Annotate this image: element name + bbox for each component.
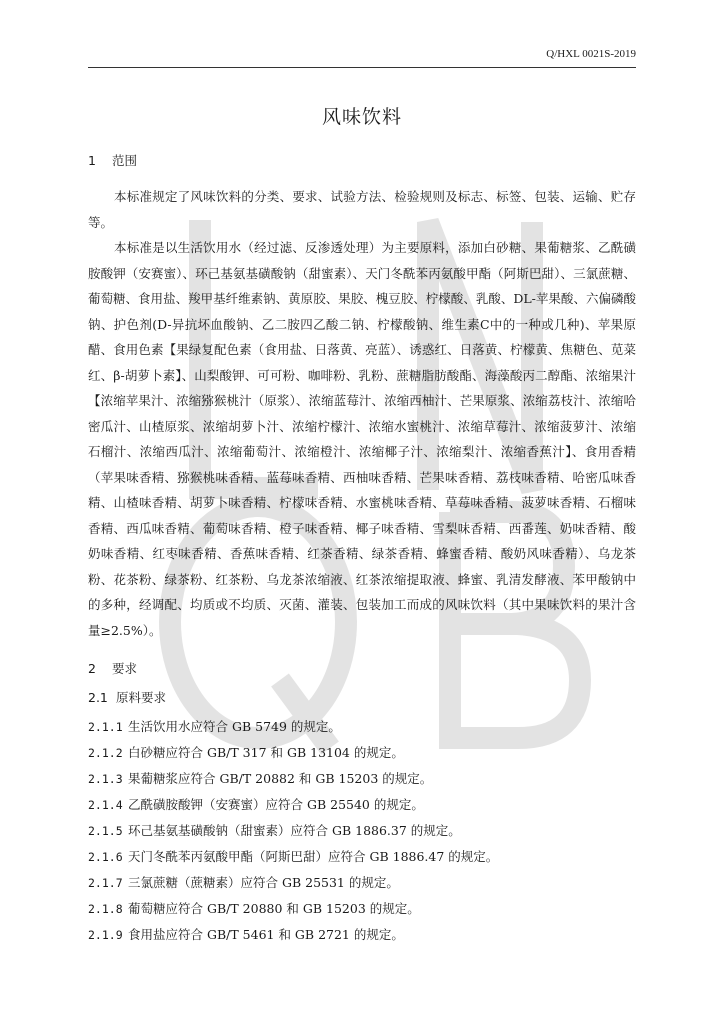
item-text: 天门冬酰苯丙氨酸甲酯（阿斯巴甜）应符合 GB 1886.47 的规定。	[128, 849, 499, 864]
item-number: 2.1.2	[88, 746, 123, 760]
requirement-item	[88, 792, 636, 818]
item-number: 2.1.5	[88, 824, 123, 838]
item-text: 乙酰磺胺酸钾（安赛蜜）应符合 GB 25540 的规定。	[128, 797, 424, 812]
document-title: 风味饮料	[321, 106, 402, 128]
requirement-item	[88, 896, 636, 922]
section-title: 范围	[112, 153, 138, 168]
section-heading-scope	[88, 151, 636, 169]
item-number: 2.1.1	[88, 720, 123, 734]
scope-paragraph-1: 本标准规定了风味饮料的分类、要求、试验方法、检验规则及标志、标签、包装、运输、贮存等。	[88, 189, 636, 230]
section-heading-requirements	[88, 659, 636, 677]
subsection-number: 2.1	[88, 690, 108, 705]
item-text: 生活饮用水应符合 GB 5749 的规定。	[128, 719, 341, 734]
requirement-item	[88, 922, 636, 948]
item-number: 2.1.4	[88, 798, 123, 812]
header-rule	[88, 67, 636, 68]
section-number: 2	[88, 661, 96, 676]
item-number: 2.1.8	[88, 902, 123, 916]
requirement-item	[88, 714, 636, 740]
item-text: 葡萄糖应符合 GB/T 20880 和 GB 15203 的规定。	[128, 901, 420, 916]
item-text: 环己基氨基磺酸钠（甜蜜素）应符合 GB 1886.37 的规定。	[128, 823, 461, 838]
item-number: 2.1.3	[88, 772, 123, 786]
requirement-item	[88, 818, 636, 844]
requirement-item	[88, 740, 636, 766]
item-text: 食用盐应符合 GB/T 5461 和 GB 2721 的规定。	[128, 927, 404, 942]
scope-paragraph-2: 本标准是以生活饮用水（经过滤、反渗透处理）为主要原料，添加白砂糖、果葡糖浆、乙酰磺胺酸钾（安赛蜜）、环己基氨基磺酸钠（甜蜜素）、天门冬酰苯丙氨酸甲酯（阿斯巴甜）、三氯蔗糖、葡萄糖、食用盐、羧甲基纤维素钠、黄原胶、果胶、槐豆胶、柠檬酸、乳酸、DL-苹果酸、六偏磷酸钠、护色剂(D-异抗坏血酸钠、乙二胺四乙酸二钠、柠檬酸钠、维生素C中的一种或几种)、苹果原醋、食用色素【果绿复配色素（食用盐、日落黄、亮蓝）、诱惑红、日落黄、柠檬黄、焦糖色、苋菜红、β-胡萝卜素】、山梨酸钾、可可粉、咖啡粉、乳粉、蔗糖脂肪酸酯、海藻酸丙二醇酯、浓缩果汁【浓缩苹果汁、浓缩猕猴桃汁（原浆）、浓缩蓝莓汁、浓缩西柚汁、芒果原浆、浓缩荔枝汁、浓缩哈密瓜汁、山楂原浆、浓缩胡萝卜汁、浓缩柠檬汁、浓缩水蜜桃汁、浓缩草莓汁、浓缩菠萝汁、浓缩石榴汁、浓缩西瓜汁、浓缩葡萄汁、浓缩橙汁、浓缩椰子汁、浓缩梨汁、浓缩香蕉汁】、食用香精（苹果味香精、猕猴桃味香精、蓝莓味香精、西柚味香精、芒果味香精、荔枝味香精、哈密瓜味香精、山楂味香精、胡萝卜味香精、柠檬味香精、水蜜桃味香精、草莓味香精、菠萝味香精、石榴味香精、西瓜味香精、葡萄味香精、橙子味香精、椰子味香精、雪梨味香精、西番莲、奶味香精、酸奶味香精、红枣味香精、香蕉味香精、红茶香精、绿茶香精、蜂蜜香精、酸奶风味香精）、乌龙茶粉、花茶粉、绿茶粉、红茶粉、乌龙茶浓缩液、红茶浓缩提取液、蜂蜜、乳清发酵液、苯甲酸钠中的多种，经调配、均质或不均质、灭菌、灌装、包装加工而成的风味饮料（其中果味饮料的果汁含量≥2.5%）。	[88, 240, 636, 638]
section-title: 要求	[112, 661, 138, 676]
item-text: 三氯蔗糖（蔗糖素）应符合 GB 25531 的规定。	[128, 875, 399, 890]
item-text: 果葡糖浆应符合 GB/T 20882 和 GB 15203 的规定。	[128, 771, 433, 786]
document-body	[88, 102, 636, 948]
subsection-title: 原料要求	[116, 690, 167, 705]
document-code: Q/HXL 0021S-2019	[546, 48, 636, 60]
section-number: 1	[88, 153, 96, 168]
subsection-heading-raw-materials	[88, 688, 636, 706]
requirement-item	[88, 766, 636, 792]
item-number: 2.1.9	[88, 928, 123, 942]
item-text: 白砂糖应符合 GB/T 317 和 GB 13104 的规定。	[128, 745, 404, 760]
requirement-item	[88, 870, 636, 896]
requirement-item	[88, 844, 636, 870]
item-number: 2.1.7	[88, 876, 123, 890]
item-number: 2.1.6	[88, 850, 123, 864]
requirements-list	[88, 714, 636, 948]
